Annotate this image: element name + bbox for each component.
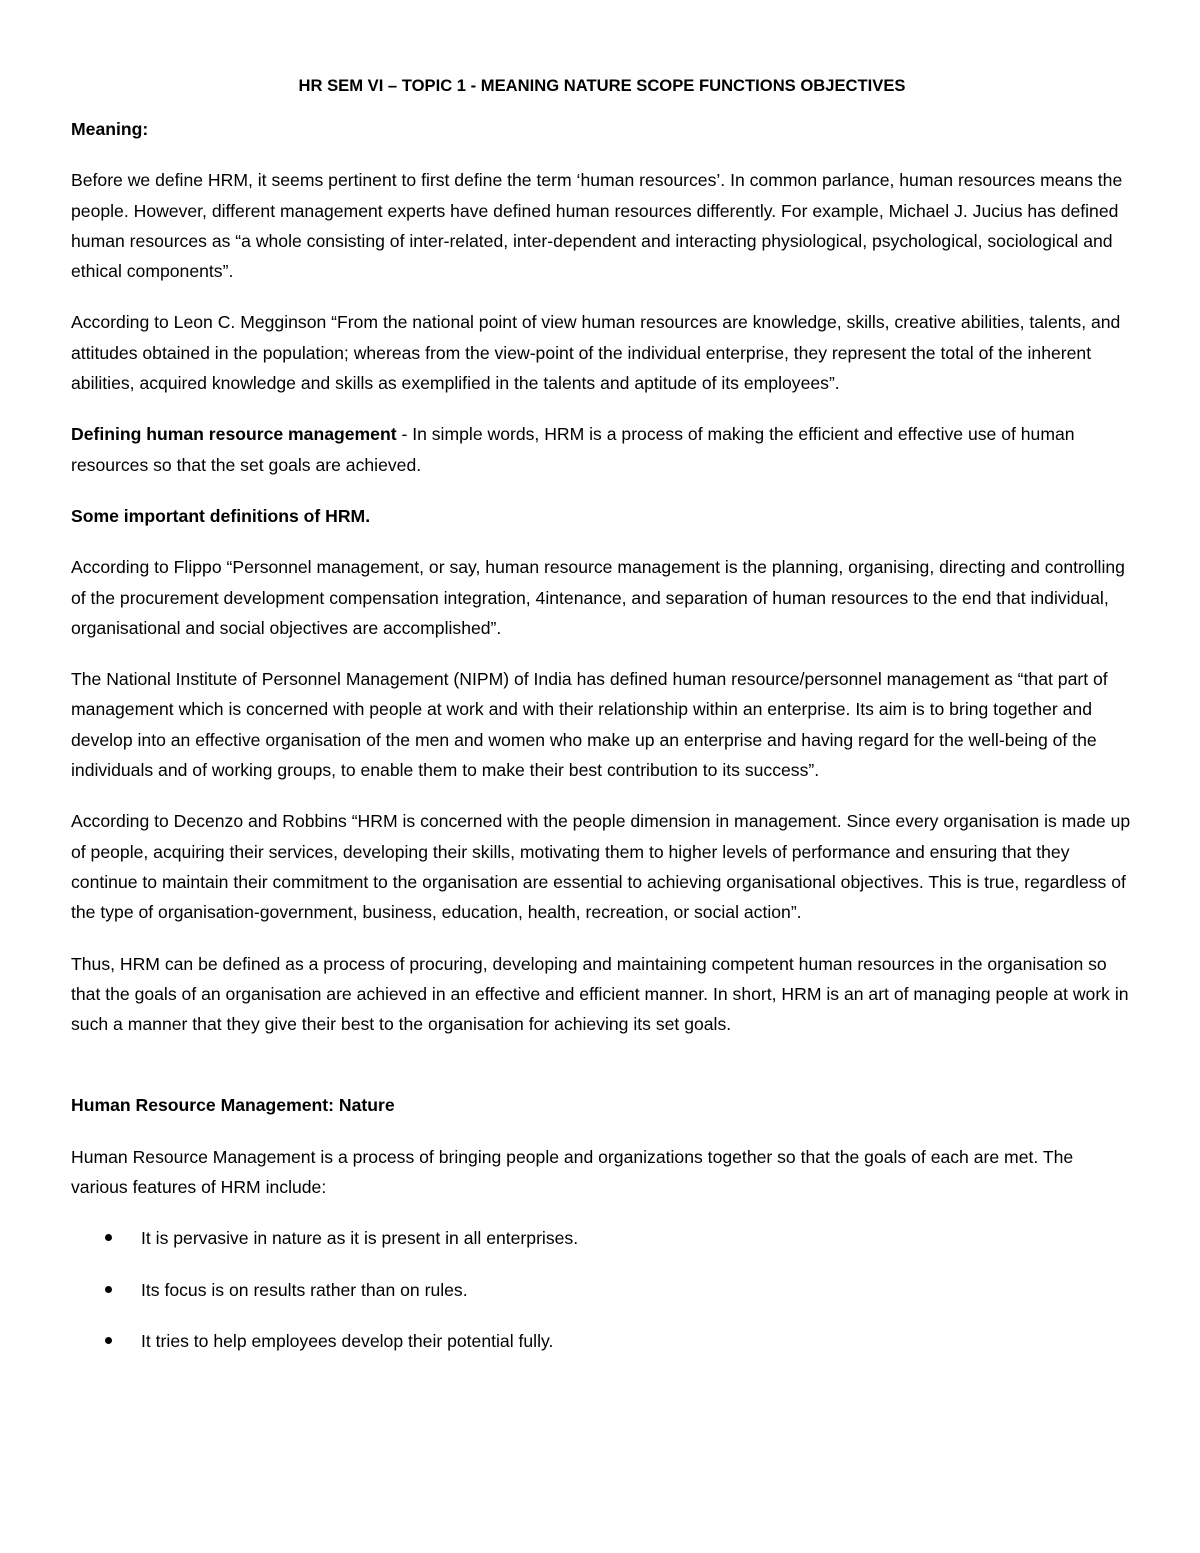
paragraph-nature-intro: Human Resource Management is a process of bringing people and organizations together so that the goals of each are met. The various features of HRM include:	[71, 1146, 1074, 1198]
list-item-text: It tries to help employees develop their potential fully.	[141, 1330, 554, 1351]
definitions-heading: Some important definitions of HRM.	[71, 505, 371, 526]
list-item	[71, 1275, 1133, 1305]
paragraph-flippo-definition: According to Flippo “Personnel management, or say, human resource management is the planning, organising, directing and controlling of the procurement development compensation integration, 4intenance, and separation of human resources to the end that individual, organisational and social objectives are accomplished”.	[71, 557, 1125, 638]
paragraph-decenzo-robbins-definition: According to Decenzo and Robbins “HRM is concerned with the people dimension in management. Since every organisation is made up of people, acquiring their services, developing their skills, motivating them to higher levels of performance and ensuring that they continue to maintain their commitment to the organisation are essential to achieving organisational objectives. This is true, regardless of the type of organisation-government, business, education, health, recreation, or social action”.	[71, 811, 1131, 923]
defining-hrm-text: - In simple words, HRM is a process of making the efficient and effective use of human resources so that the set goals are achieved.	[71, 424, 1075, 475]
paragraph-megginson-quote: According to Leon C. Megginson “From the national point of view human resources are knowledge, skills, creative abilities, talents, and attitudes obtained in the population; whereas from the view-point of the individual enterprise, they represent the total of the inherent abilities, acquired knowledge and skills as exemplified in the talents and aptitude of its employees”.	[71, 312, 1121, 394]
paragraph-human-resources-definition: Before we define HRM, it seems pertinent to first define the term ‘human resources’. In common parlance, human resources means the people. However, different management experts have defined human resources differently. For example, Michael J. Jucius has defined human resources as “a whole consisting of inter-related, inter-dependent and interacting physiological, psychological, sociological and ethical components”.	[71, 170, 1123, 282]
spacer	[71, 1060, 1133, 1090]
meaning-heading: Meaning:	[71, 119, 149, 139]
paragraph-hrm-summary: Thus, HRM can be defined as a process of procuring, developing and maintaining competent human resources in the organisation so that the goals of an organisation are achieved in an effective and efficient manner. In short, HRM is an art of managing people at work in such a manner that they give their best to the organisation for achieving its set goals.	[71, 953, 1129, 1035]
bullet-icon	[105, 1286, 112, 1293]
list-item	[71, 1326, 1133, 1356]
list-item-text: Its focus is on results rather than on rules.	[141, 1279, 468, 1300]
document-title: HR SEM VI – TOPIC 1 - MEANING NATURE SCOPE FUNCTIONS OBJECTIVES	[298, 76, 906, 95]
list-item	[71, 1223, 1133, 1253]
list-item-text: It is pervasive in nature as it is present in all enterprises.	[141, 1228, 579, 1249]
paragraph-defining-hrm	[71, 419, 1133, 480]
features-list	[71, 1223, 1133, 1356]
nature-heading: Human Resource Management: Nature	[71, 1095, 395, 1116]
document-body	[71, 71, 1133, 1377]
paragraph-nipm-definition: The National Institute of Personnel Management (NIPM) of India has defined human resource/personnel management as “that part of management which is concerned with people at work and with their relationship within an enterprise. Its aim is to bring together and develop into an effective organisation of the men and women who make up an enterprise and having regard for the well-being of the individuals and of working groups, to enable them to make their best contribution to its success”.	[71, 669, 1108, 781]
bullet-icon	[105, 1234, 112, 1241]
bullet-icon	[105, 1337, 112, 1344]
defining-hrm-label: Defining human resource management	[71, 424, 397, 445]
